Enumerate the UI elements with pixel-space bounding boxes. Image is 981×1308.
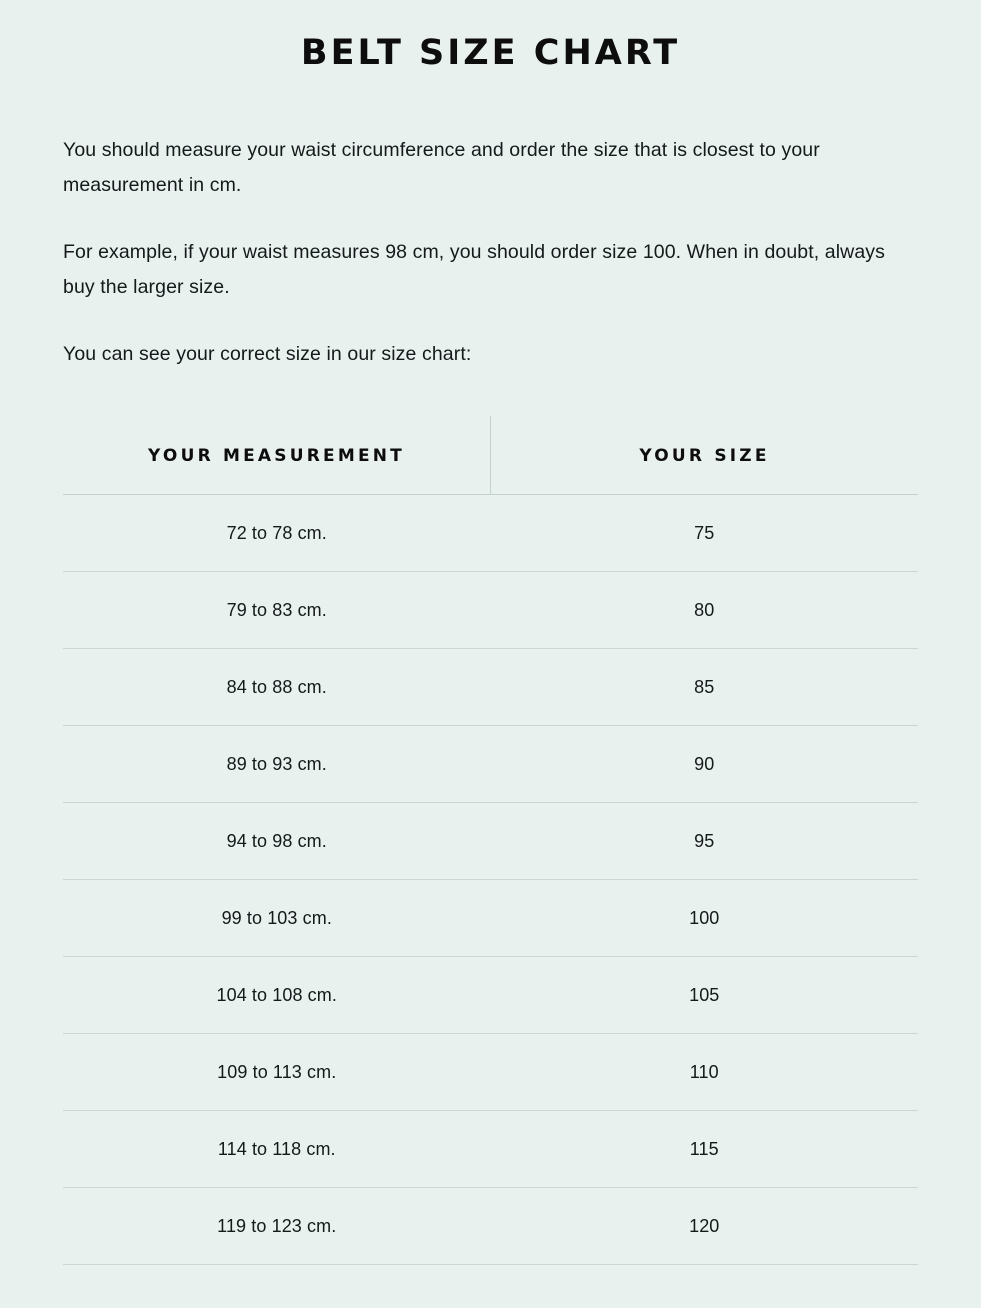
column-header-size: YOUR SIZE — [491, 416, 919, 495]
cell-measurement: 79 to 83 cm. — [63, 572, 491, 649]
cell-size: 120 — [491, 1188, 919, 1265]
table-row — [63, 1111, 918, 1188]
cell-size: 110 — [491, 1034, 919, 1111]
table-row — [63, 1188, 918, 1265]
cell-size: 95 — [491, 803, 919, 880]
cell-measurement: 84 to 88 cm. — [63, 649, 491, 726]
cell-size: 90 — [491, 726, 919, 803]
cell-measurement: 109 to 113 cm. — [63, 1034, 491, 1111]
cell-measurement: 114 to 118 cm. — [63, 1111, 491, 1188]
table-row — [63, 495, 918, 572]
column-header-measurement: YOUR MEASUREMENT — [63, 416, 491, 495]
cell-size: 75 — [491, 495, 919, 572]
cell-size: 115 — [491, 1111, 919, 1188]
cell-size: 80 — [491, 572, 919, 649]
page-title: BELT SIZE CHART — [300, 33, 681, 73]
table-row — [63, 1034, 918, 1111]
size-chart-table — [63, 416, 918, 1265]
table-row — [63, 957, 918, 1034]
cell-measurement: 94 to 98 cm. — [63, 803, 491, 880]
intro-text-block — [63, 73, 918, 372]
cell-measurement: 99 to 103 cm. — [63, 880, 491, 957]
cell-size: 100 — [491, 880, 919, 957]
cell-measurement: 72 to 78 cm. — [63, 495, 491, 572]
size-chart-table-wrapper — [63, 416, 918, 1265]
table-row — [63, 880, 918, 957]
cell-measurement: 119 to 123 cm. — [63, 1188, 491, 1265]
cell-measurement: 104 to 108 cm. — [63, 957, 491, 1034]
table-row — [63, 803, 918, 880]
intro-paragraph-2: For example, if your waist measures 98 cm, you should order size 100. When in doubt, always buy the larger size. — [63, 241, 885, 298]
cell-measurement: 89 to 93 cm. — [63, 726, 491, 803]
intro-paragraph-3: You can see your correct size in our size chart: — [63, 343, 472, 365]
cell-size: 85 — [491, 649, 919, 726]
cell-size: 105 — [491, 957, 919, 1034]
table-row — [63, 649, 918, 726]
intro-paragraph-1: You should measure your waist circumference and order the size that is closest to your measurement in cm. — [63, 139, 820, 196]
table-row — [63, 572, 918, 649]
table-header — [63, 416, 918, 495]
table-header-row — [63, 416, 918, 495]
table-row — [63, 726, 918, 803]
table-body — [63, 495, 918, 1265]
